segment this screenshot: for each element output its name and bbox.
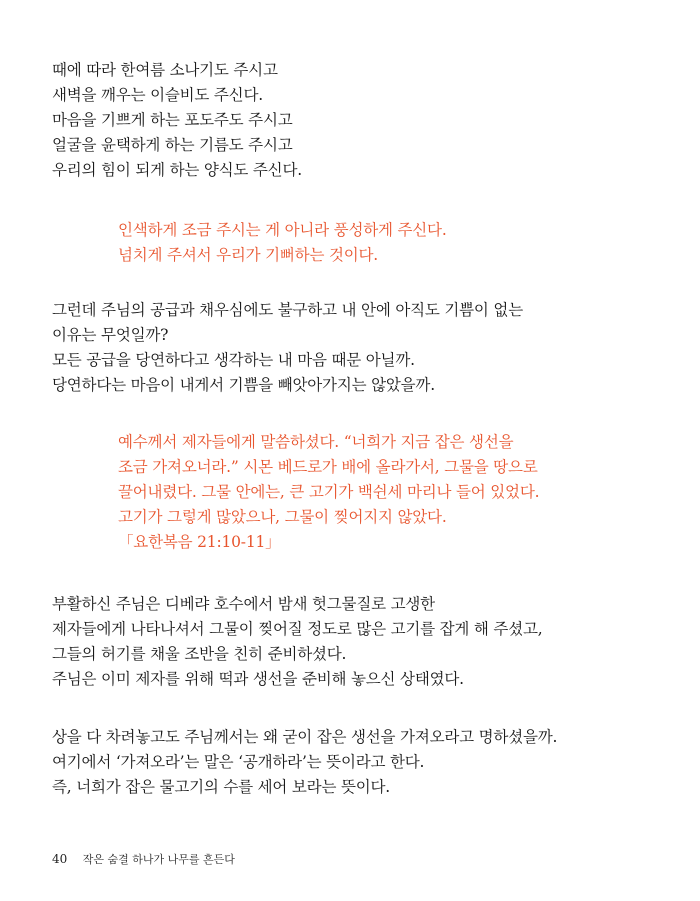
quote-line: 고기가 그렇게 많았으나, 그물이 찢어지지 않았다.: [118, 508, 447, 526]
text-line: 당연하다는 마음이 내게서 기쁨을 빼앗아가지는 않았을까.: [52, 376, 435, 394]
text-line: 우리의 힘이 되게 하는 양식도 주신다.: [52, 161, 302, 179]
book-title: 작은 숨결 하나가 나무를 흔든다: [82, 853, 235, 866]
quote-line: 인색하게 조금 주시는 게 아니라 풍성하게 주신다.: [118, 221, 447, 239]
text-line: 모든 공급을 당연하다고 생각하는 내 마음 때문 아닐까.: [52, 351, 415, 369]
paragraph-blessings: [52, 58, 302, 183]
page-footer: [52, 852, 235, 867]
text-line: 그런데 주님의 공급과 채우심에도 불구하고 내 안에 아직도 기쁨이 없는: [52, 301, 523, 319]
scripture-reference: 「요한복음 21:10-11」: [118, 533, 281, 551]
highlight-quote-abundance: [118, 218, 447, 268]
paragraph-bring-fish: [52, 725, 557, 800]
quote-line: 예수께서 제자들에게 말씀하셨다. “너희가 지금 잡은 생선을: [118, 433, 514, 451]
quote-line: 넘치게 주셔서 우리가 기뻐하는 것이다.: [118, 246, 379, 264]
text-line: 여기에서 ‘가져오라’는 말은 ‘공개하라’는 뜻이라고 한다.: [52, 753, 425, 771]
quote-line: 조금 가져오너라.” 시몬 베드로가 배에 올라가서, 그물을 땅으로: [118, 458, 538, 476]
page-number: 40: [52, 852, 68, 866]
scripture-quote-john-21: [118, 430, 539, 555]
text-line: 때에 따라 한여름 소나기도 주시고: [52, 61, 278, 79]
paragraph-question-joy: [52, 298, 523, 398]
text-line: 주님은 이미 제자를 위해 떡과 생선을 준비해 놓으신 상태였다.: [52, 670, 464, 688]
text-line: 새벽을 깨우는 이슬비도 주신다.: [52, 86, 263, 104]
text-line: 이유는 무엇일까?: [52, 326, 169, 344]
text-line: 즉, 너희가 잡은 물고기의 수를 세어 보라는 뜻이다.: [52, 778, 391, 796]
quote-line: 끌어내렸다. 그물 안에는, 큰 고기가 백쉰세 마리나 들어 있었다.: [118, 483, 540, 501]
text-line: 얼굴을 윤택하게 하는 기름도 주시고: [52, 136, 293, 154]
text-line: 그들의 허기를 채울 조반을 친히 준비하셨다.: [52, 645, 347, 663]
text-line: 제자들에게 나타나셔서 그물이 찢어질 정도로 많은 고기를 잡게 해 주셨고,: [52, 620, 543, 638]
text-line: 마음을 기쁘게 하는 포도주도 주시고: [52, 111, 293, 129]
paragraph-resurrection: [52, 592, 542, 692]
text-line: 상을 다 차려놓고도 주님께서는 왜 굳이 잡은 생선을 가져오라고 명하셨을까.: [52, 728, 558, 746]
text-line: 부활하신 주님은 디베랴 호수에서 밤새 헛그물질로 고생한: [52, 595, 435, 613]
